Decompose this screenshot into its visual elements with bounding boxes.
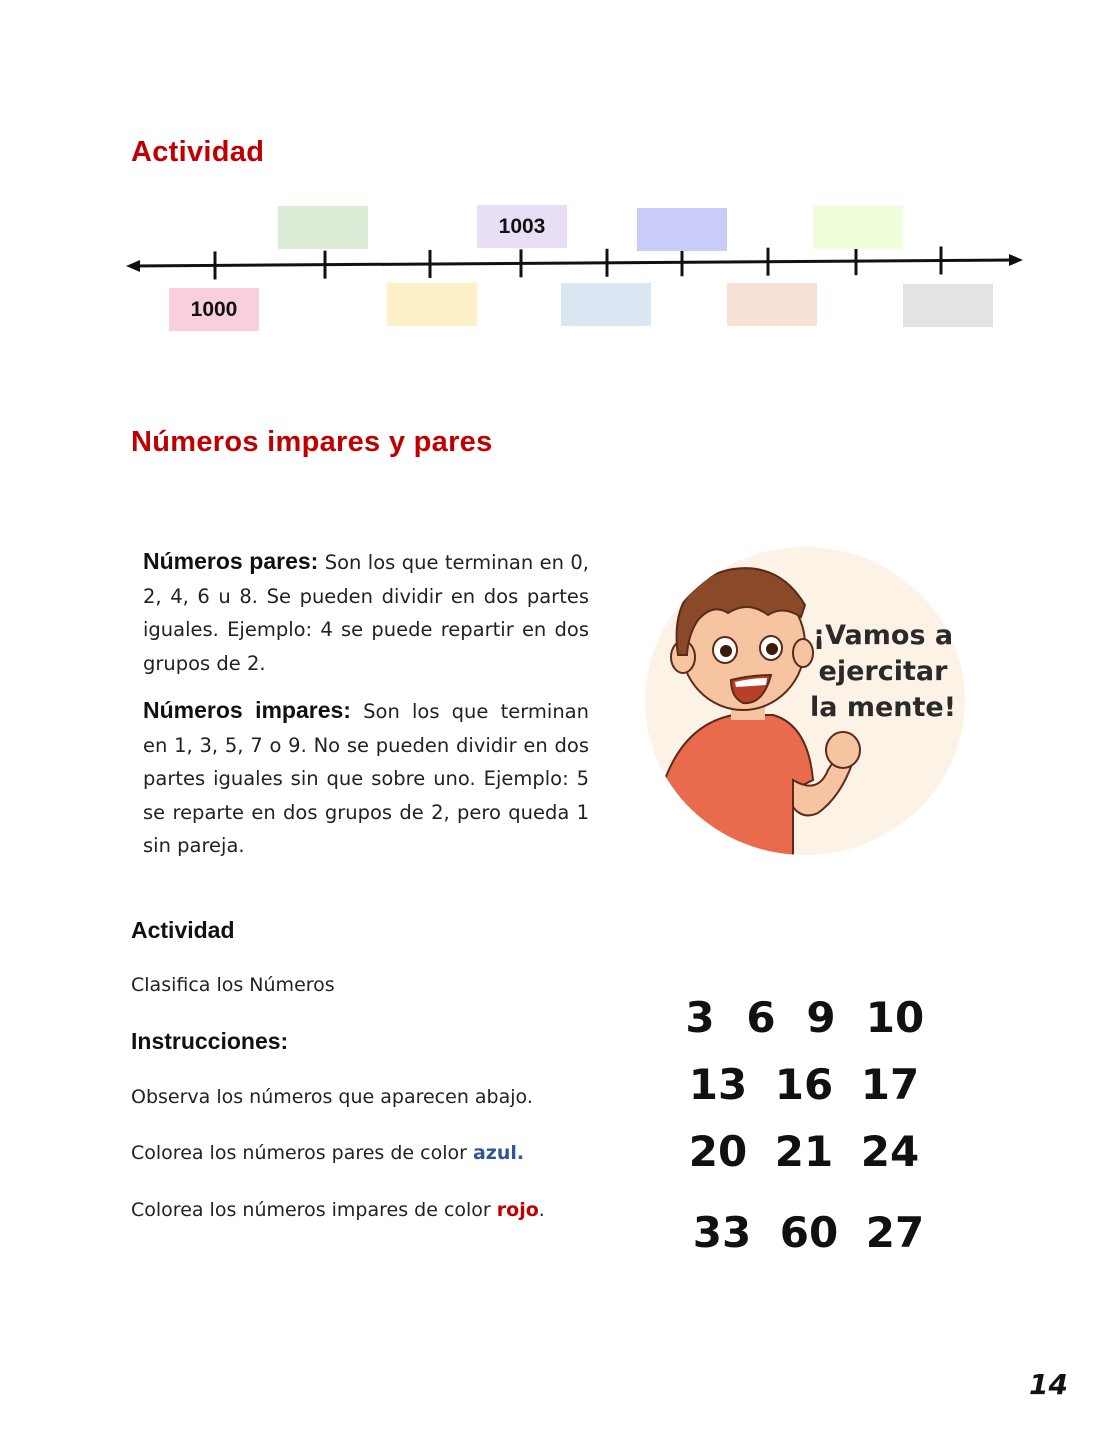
number-line-box[interactable]	[169, 288, 259, 331]
number-item[interactable]: 24	[860, 1127, 920, 1176]
instructions-title: Instrucciones:	[131, 1028, 289, 1054]
blue-color-word: azul.	[472, 1142, 525, 1164]
number-item[interactable]: 6	[746, 993, 776, 1042]
instruction-step-2	[131, 1142, 524, 1164]
number-item[interactable]: 27	[865, 1208, 925, 1257]
even-term: Números pares:	[143, 548, 319, 574]
step-3-suffix: .	[538, 1199, 545, 1221]
number-line-box[interactable]	[278, 206, 368, 249]
step-3-text: Colorea los números impares de color	[131, 1199, 497, 1221]
number-item[interactable]: 33	[692, 1208, 752, 1257]
arrow-right-icon	[1009, 254, 1023, 266]
even-definition: Son los que terminan en 0, 2, 4, 6 u 8. Se pueden dividir en dos partes iguales. Ejemplo: 4 se puede repartir en dos grupos de 2.	[143, 551, 589, 675]
number-line-box[interactable]	[561, 283, 651, 326]
arrow-left-icon	[126, 260, 140, 272]
odd-term: Números impares:	[143, 697, 351, 723]
number-item[interactable]: 13	[688, 1060, 748, 1109]
number-line-axis	[132, 260, 1018, 266]
section-title: Números impares y pares	[131, 426, 493, 458]
number-item[interactable]: 60	[779, 1208, 839, 1257]
number-item[interactable]: 10	[865, 993, 925, 1042]
number-item[interactable]: 9	[806, 993, 836, 1042]
number-line-box[interactable]	[727, 283, 817, 326]
number-item[interactable]: 3	[685, 993, 715, 1042]
box-label: 1000	[190, 297, 238, 321]
step-2-text: Colorea los números pares de color	[131, 1142, 473, 1164]
odd-numbers-paragraph	[143, 694, 589, 863]
number-item[interactable]: 17	[860, 1060, 920, 1109]
number-item[interactable]: 20	[688, 1127, 748, 1176]
activity-2-title: Actividad	[131, 917, 235, 943]
even-numbers-paragraph	[143, 545, 589, 680]
number-line-box[interactable]	[903, 284, 993, 327]
red-color-word: rojo	[496, 1199, 539, 1221]
speech-text: ¡Vamos a ejercitar la mente!	[809, 620, 957, 723]
number-line-box[interactable]	[813, 206, 903, 249]
instruction-step-3	[131, 1199, 545, 1221]
odd-definition: Son los que terminan en 1, 3, 5, 7 o 9. No se pueden dividir en dos partes iguales sin que sobre uno. Ejemplo: 5 se reparte en dos grupos de 2, pero queda 1 sin pareja.	[143, 700, 589, 857]
activity-title: Actividad	[131, 136, 265, 168]
number-item[interactable]: 21	[774, 1127, 834, 1176]
instruction-step-1: Observa los números que aparecen abajo.	[131, 1086, 533, 1108]
number-line-box[interactable]	[477, 205, 567, 248]
number-item[interactable]: 16	[774, 1060, 834, 1109]
page-number: 14	[1029, 1368, 1068, 1401]
activity-subtitle: Clasifica los Números	[131, 974, 335, 996]
box-label: 1003	[498, 214, 546, 238]
number-line-box[interactable]	[637, 208, 727, 251]
number-line-box[interactable]	[387, 283, 477, 326]
